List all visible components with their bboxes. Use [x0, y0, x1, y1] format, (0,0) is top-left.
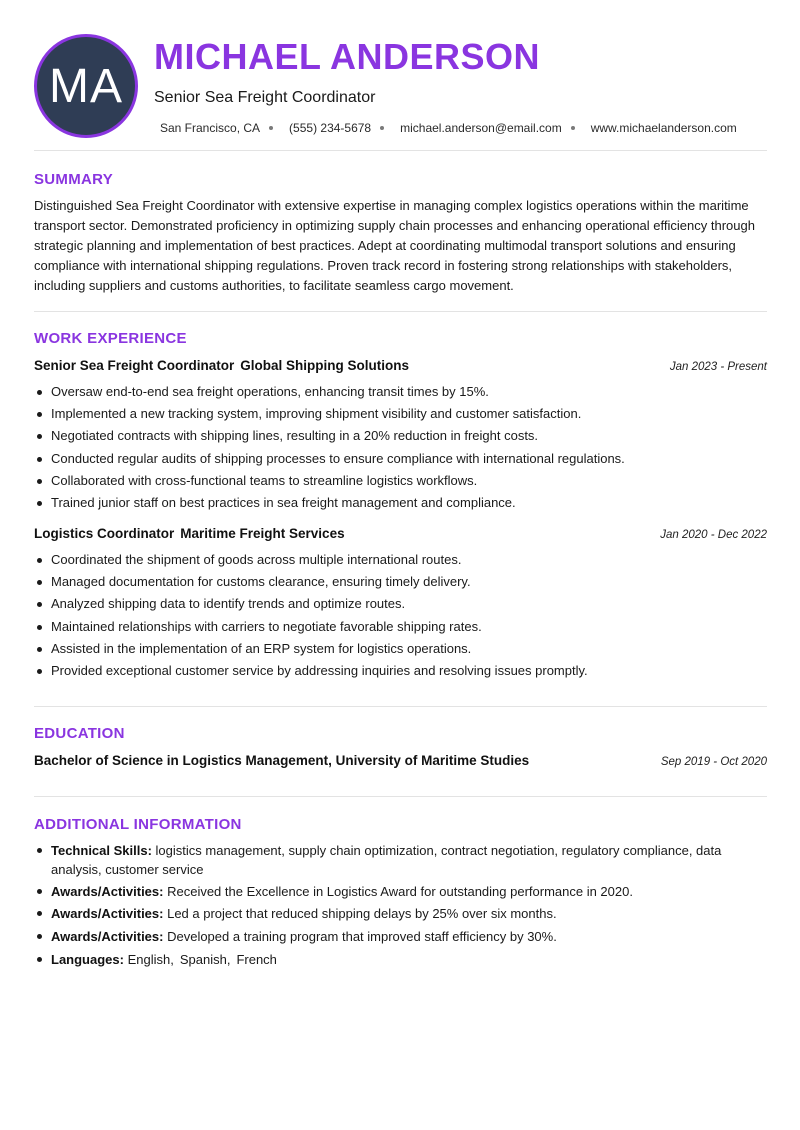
languages-item — [34, 950, 767, 969]
language: English, — [127, 951, 174, 967]
job-role: Senior Sea Freight Coordinator — [34, 358, 235, 373]
contact-location: San Francisco, CA — [160, 121, 261, 135]
education-heading: EDUCATION — [34, 725, 125, 742]
item-label: Awards/Activities: — [51, 884, 164, 900]
contact-phone: (555) 234-5678 — [289, 121, 372, 135]
candidate-title: Senior Sea Freight Coordinator — [154, 89, 376, 106]
experience-heading: WORK EXPERIENCE — [34, 330, 187, 347]
job-bullets — [34, 381, 767, 514]
bullet-separator — [380, 126, 384, 130]
job-header — [34, 358, 767, 373]
job-role-line — [34, 358, 409, 373]
contact-website[interactable]: www.michaelanderson.com — [590, 121, 737, 135]
summary-text: Distinguished Sea Freight Coordinator with extensive expertise in managing complex logistics operations within the maritime transport sector. Demonstrated proficiency in optimizing supply chain processes and enhancing operational efficiency through strategic planning and implementation of best practices. Adept at coordinating multimodal transport solutions and ensuring compliance with international shipping regulations. Proven track record in fostering strong relationships with stakeholders, including suppliers and customs authorities, to facilitate seamless cargo movement. — [34, 198, 755, 293]
list-item — [34, 882, 767, 901]
list-item: Implemented a new tracking system, improving shipment visibility and customer satisfaction. — [34, 403, 767, 425]
list-item: Maintained relationships with carriers to negotiate favorable shipping rates. — [34, 616, 767, 638]
list-item: Managed documentation for customs clearance, ensuring timely delivery. — [34, 571, 767, 593]
list-item: Coordinated the shipment of goods across multiple international routes. — [34, 549, 767, 571]
divider — [34, 150, 767, 151]
job-company: Maritime Freight Services — [180, 526, 345, 541]
item-text: Led a project that reduced shipping delays by 25% over six months. — [167, 906, 557, 922]
avatar-initials: MA — [49, 59, 123, 113]
contact-bar — [160, 121, 737, 135]
language: French — [236, 951, 277, 967]
list-item: Oversaw end-to-end sea freight operations, enhancing transit times by 15%. — [34, 381, 767, 403]
list-item: Provided exceptional customer service by addressing inquiries and resolving issues promptly. — [34, 660, 767, 682]
item-label: Technical Skills: — [51, 843, 152, 858]
list-item: Conducted regular audits of shipping processes to ensure compliance with international regulations. — [34, 448, 767, 470]
language: Spanish, — [179, 951, 231, 967]
list-item — [34, 841, 767, 879]
avatar — [34, 34, 138, 138]
divider — [34, 706, 767, 707]
contact-email[interactable]: michael.anderson@email.com — [400, 121, 562, 135]
list-item — [34, 927, 767, 946]
job-header — [34, 526, 767, 541]
list-item — [34, 904, 767, 923]
item-text: logistics management, supply chain optimization, contract negotiation, regulatory compliance, data analysis, customer service — [51, 843, 722, 877]
job-dates: Jan 2020 - Dec 2022 — [660, 529, 767, 541]
job-company: Global Shipping Solutions — [240, 358, 410, 373]
list-item: Analyzed shipping data to identify trends and optimize routes. — [34, 593, 767, 615]
candidate-name: MICHAEL ANDERSON — [154, 36, 541, 77]
education-degree: Bachelor of Science in Logistics Management, University of Maritime Studies — [34, 753, 530, 768]
divider — [34, 796, 767, 797]
job-role: Logistics Coordinator — [34, 526, 175, 541]
summary-heading: SUMMARY — [34, 171, 114, 188]
item-text: Developed a training program that improved staff efficiency by 30%. — [167, 928, 557, 944]
list-item: Negotiated contracts with shipping lines, resulting in a 20% reduction in freight costs. — [34, 425, 767, 447]
education-entry — [34, 753, 767, 768]
job-dates: Jan 2023 - Present — [669, 361, 767, 373]
item-label: Languages: — [51, 951, 124, 967]
list-item: Assisted in the implementation of an ERP system for logistics operations. — [34, 638, 767, 660]
item-text: Received the Excellence in Logistics Award for outstanding performance in 2020. — [167, 884, 633, 900]
divider — [34, 311, 767, 312]
item-label: Awards/Activities: — [51, 928, 164, 944]
job-bullets — [34, 549, 767, 682]
bullet-separator — [269, 126, 273, 130]
additional-heading: ADDITIONAL INFORMATION — [34, 816, 242, 833]
education-dates: Sep 2019 - Oct 2020 — [660, 756, 767, 768]
list-item: Trained junior staff on best practices in sea freight management and compliance. — [34, 492, 767, 514]
job-role-line — [34, 526, 345, 541]
list-item: Collaborated with cross-functional teams to streamline logistics workflows. — [34, 470, 767, 492]
additional-list — [34, 841, 767, 972]
bullet-separator — [571, 126, 575, 130]
item-label: Awards/Activities: — [51, 906, 164, 922]
